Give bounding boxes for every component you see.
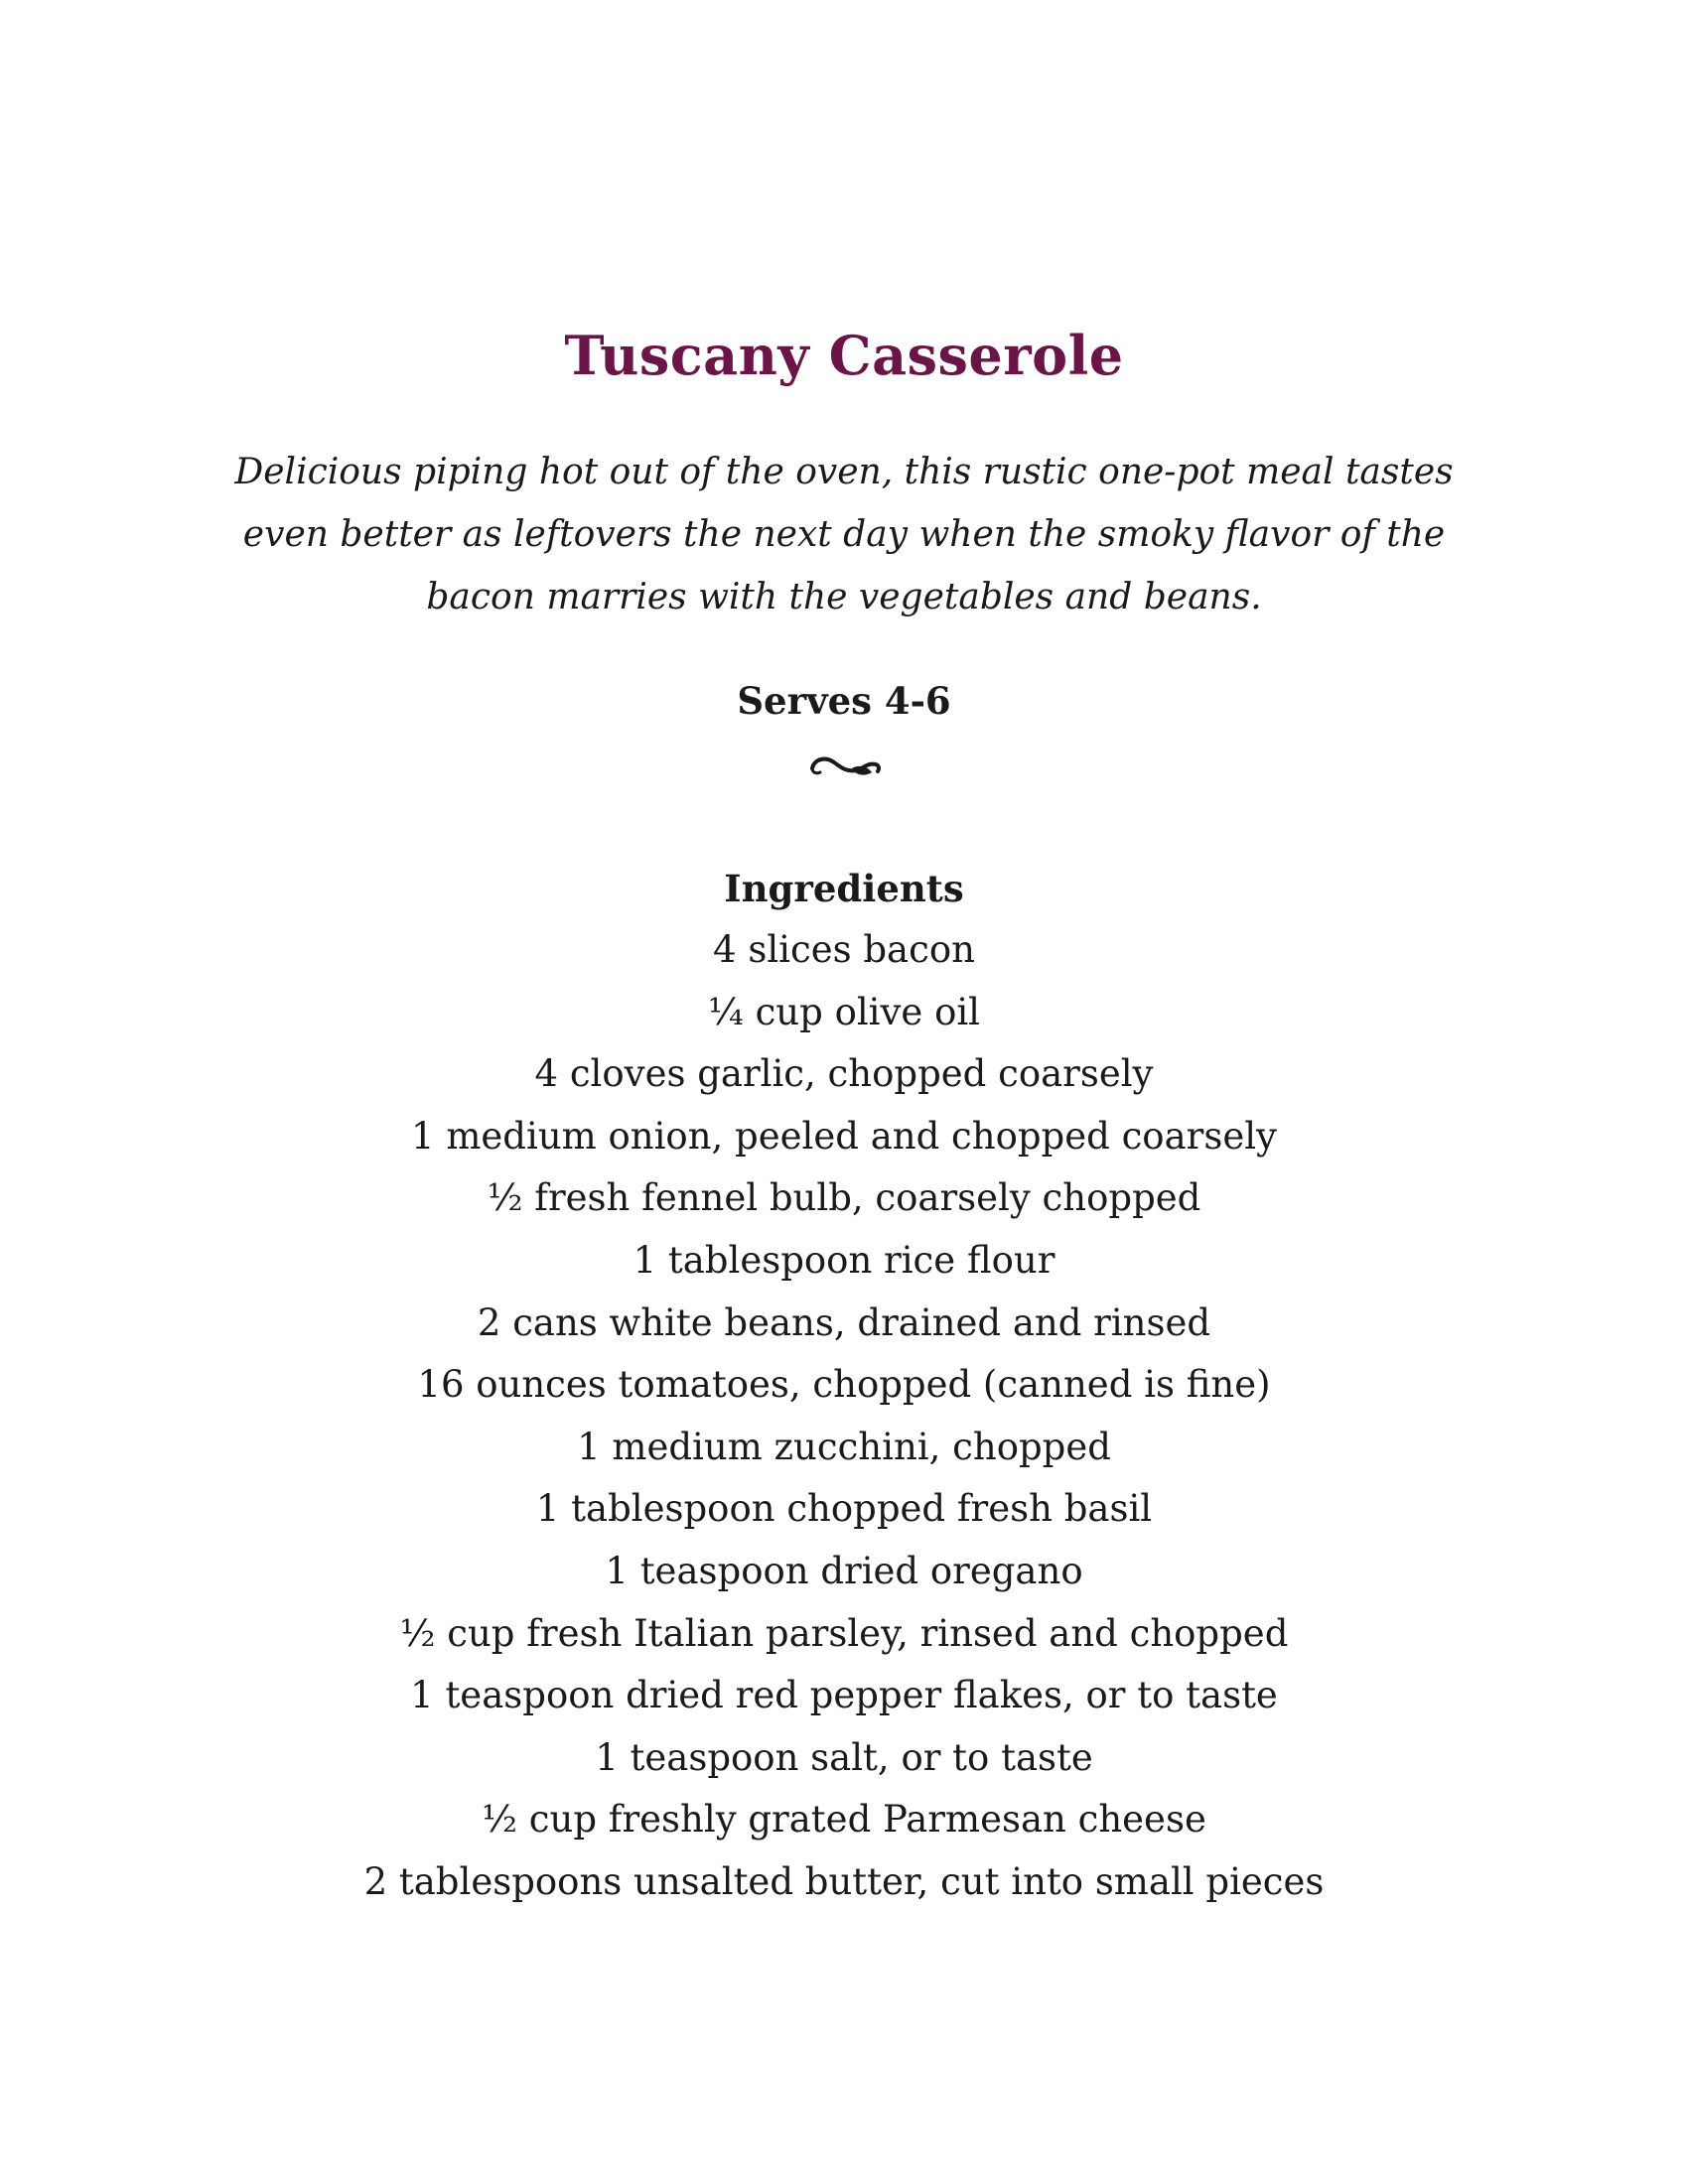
recipe-description: Delicious piping hot out of the oven, this rustic one-pot meal tastes even better as leftovers the next day when the smoky flavor of the bacon marries with the vegetables and beans. [234, 452, 1454, 617]
ingredient-item: 16 ounces tomatoes, chopped (canned is fine) [417, 1363, 1271, 1407]
recipe-title: Tuscany Casserole [564, 324, 1124, 387]
flourish-ornament-icon [806, 747, 882, 786]
ingredient-item: 4 cloves garlic, chopped coarsely [534, 1052, 1154, 1096]
ingredient-item: 1 medium onion, peeled and chopped coarsely [411, 1114, 1277, 1158]
ingredient-item: 2 cans white beans, drained and rinsed [477, 1300, 1211, 1344]
servings-label: Serves 4-6 [737, 679, 951, 723]
ingredient-item: ½ cup fresh Italian parsley, rinsed and chopped [399, 1611, 1289, 1655]
ingredient-item: 1 tablespoon rice flour [633, 1238, 1055, 1282]
ingredient-item: 2 tablespoons unsalted butter, cut into small pieces [363, 1859, 1325, 1903]
ingredient-item: 1 teaspoon salt, or to taste [595, 1735, 1093, 1779]
ingredient-item: 1 teaspoon dried oregano [605, 1549, 1083, 1592]
ingredient-item: ¼ cup olive oil [707, 990, 981, 1033]
ingredient-item: 1 medium zucchini, chopped [577, 1425, 1111, 1468]
ingredient-item: 1 tablespoon chopped fresh basil [535, 1487, 1153, 1531]
ingredient-item: 4 slices bacon [713, 928, 975, 971]
ingredient-item: ½ cup freshly grated Parmesan cheese [482, 1798, 1206, 1842]
ingredients-list [0, 919, 1688, 1914]
ingredients-heading: Ingredients [724, 867, 964, 910]
ingredient-item: ½ fresh fennel bulb, coarsely chopped [487, 1176, 1201, 1220]
ingredient-item: 1 teaspoon dried red pepper flakes, or to taste [410, 1674, 1278, 1717]
